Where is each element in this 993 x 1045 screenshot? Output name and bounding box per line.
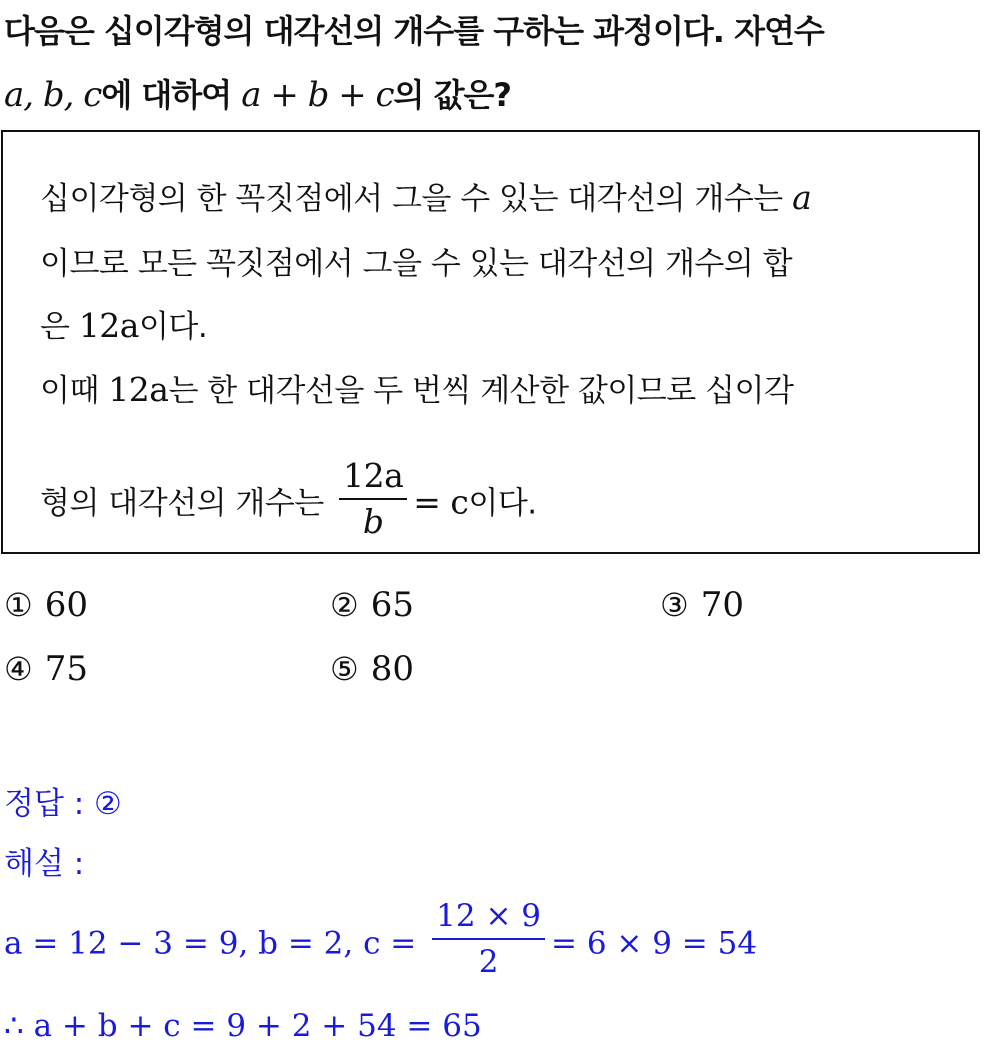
solution1-pre: a = 12 − 3 = 9, b = 2, c =	[4, 925, 417, 962]
box-line3-pre: 은	[40, 309, 70, 345]
option-3[interactable]	[660, 585, 744, 625]
box-frac-denominator: b	[362, 502, 384, 541]
box-line2-text: 이므로 모든 꼭짓점에서 그을 수 있는 대각선의 개수의 합	[40, 246, 793, 282]
question-line-2	[4, 70, 511, 116]
option-1-value: 60	[44, 585, 88, 625]
box-line1-text: 십이각형의 한 꼭짓점에서 그을 수 있는 대각선의 개수는	[40, 181, 783, 217]
box-line-4	[40, 365, 793, 410]
option-3-value: 70	[700, 585, 744, 625]
box-line3-post: 이다.	[138, 309, 208, 345]
box-line4-post: 는 한 대각선을 두 번씩 계산한 값이므로 십이각	[168, 373, 794, 409]
box-line5-math: = c	[413, 482, 469, 522]
box-line-1	[40, 173, 811, 218]
option-3-mark: ③	[660, 586, 689, 624]
question-end: 의 값은?	[393, 76, 511, 114]
option-4[interactable]	[4, 649, 88, 689]
option-2-value: 65	[370, 585, 414, 625]
option-4-value: 75	[44, 649, 88, 689]
explanation-box	[1, 130, 980, 554]
solution-frac-numerator: 12 × 9	[432, 894, 545, 940]
explanation-label: 해설 :	[4, 846, 85, 882]
option-4-mark: ④	[4, 650, 33, 688]
answer-label: 정답 : ②	[4, 786, 122, 822]
option-1-mark: ①	[4, 586, 33, 624]
question-expr: a + b + c	[241, 75, 394, 115]
option-2-mark: ②	[330, 586, 359, 624]
box-line1-var: a	[792, 178, 812, 217]
option-5[interactable]	[330, 649, 414, 689]
solution-line-2: ∴ a + b + c = 9 + 2 + 54 = 65	[4, 1008, 482, 1044]
question-line-1	[4, 6, 824, 52]
box-frac-numerator: 12a	[339, 454, 407, 500]
solution-frac-denominator: 2	[478, 944, 499, 980]
solution-fraction	[432, 894, 545, 984]
question-vars: a, b, c	[4, 75, 102, 115]
box-line3-math: 12a	[78, 306, 139, 345]
box-line-5	[40, 456, 537, 550]
option-2[interactable]	[330, 585, 414, 625]
box-fraction	[339, 454, 407, 544]
box-line4-math: 12a	[108, 370, 169, 409]
solution-line-1	[4, 900, 757, 990]
box-line4-pre: 이때	[40, 373, 99, 409]
option-5-mark: ⑤	[330, 650, 359, 688]
box-line5-pre: 형의 대각선의 개수는	[40, 485, 324, 522]
box-line-3	[40, 301, 207, 346]
question-text: 다음은 십이각형의 대각선의 개수를 구하는 과정이다. 자연수	[4, 12, 824, 50]
solution1-post: = 6 × 9 = 54	[551, 925, 758, 962]
question-mid: 에 대하여	[101, 76, 232, 114]
option-1[interactable]	[4, 585, 88, 625]
option-5-value: 80	[370, 649, 414, 689]
box-line-2	[40, 238, 792, 283]
box-line5-post: 이다.	[468, 485, 537, 522]
